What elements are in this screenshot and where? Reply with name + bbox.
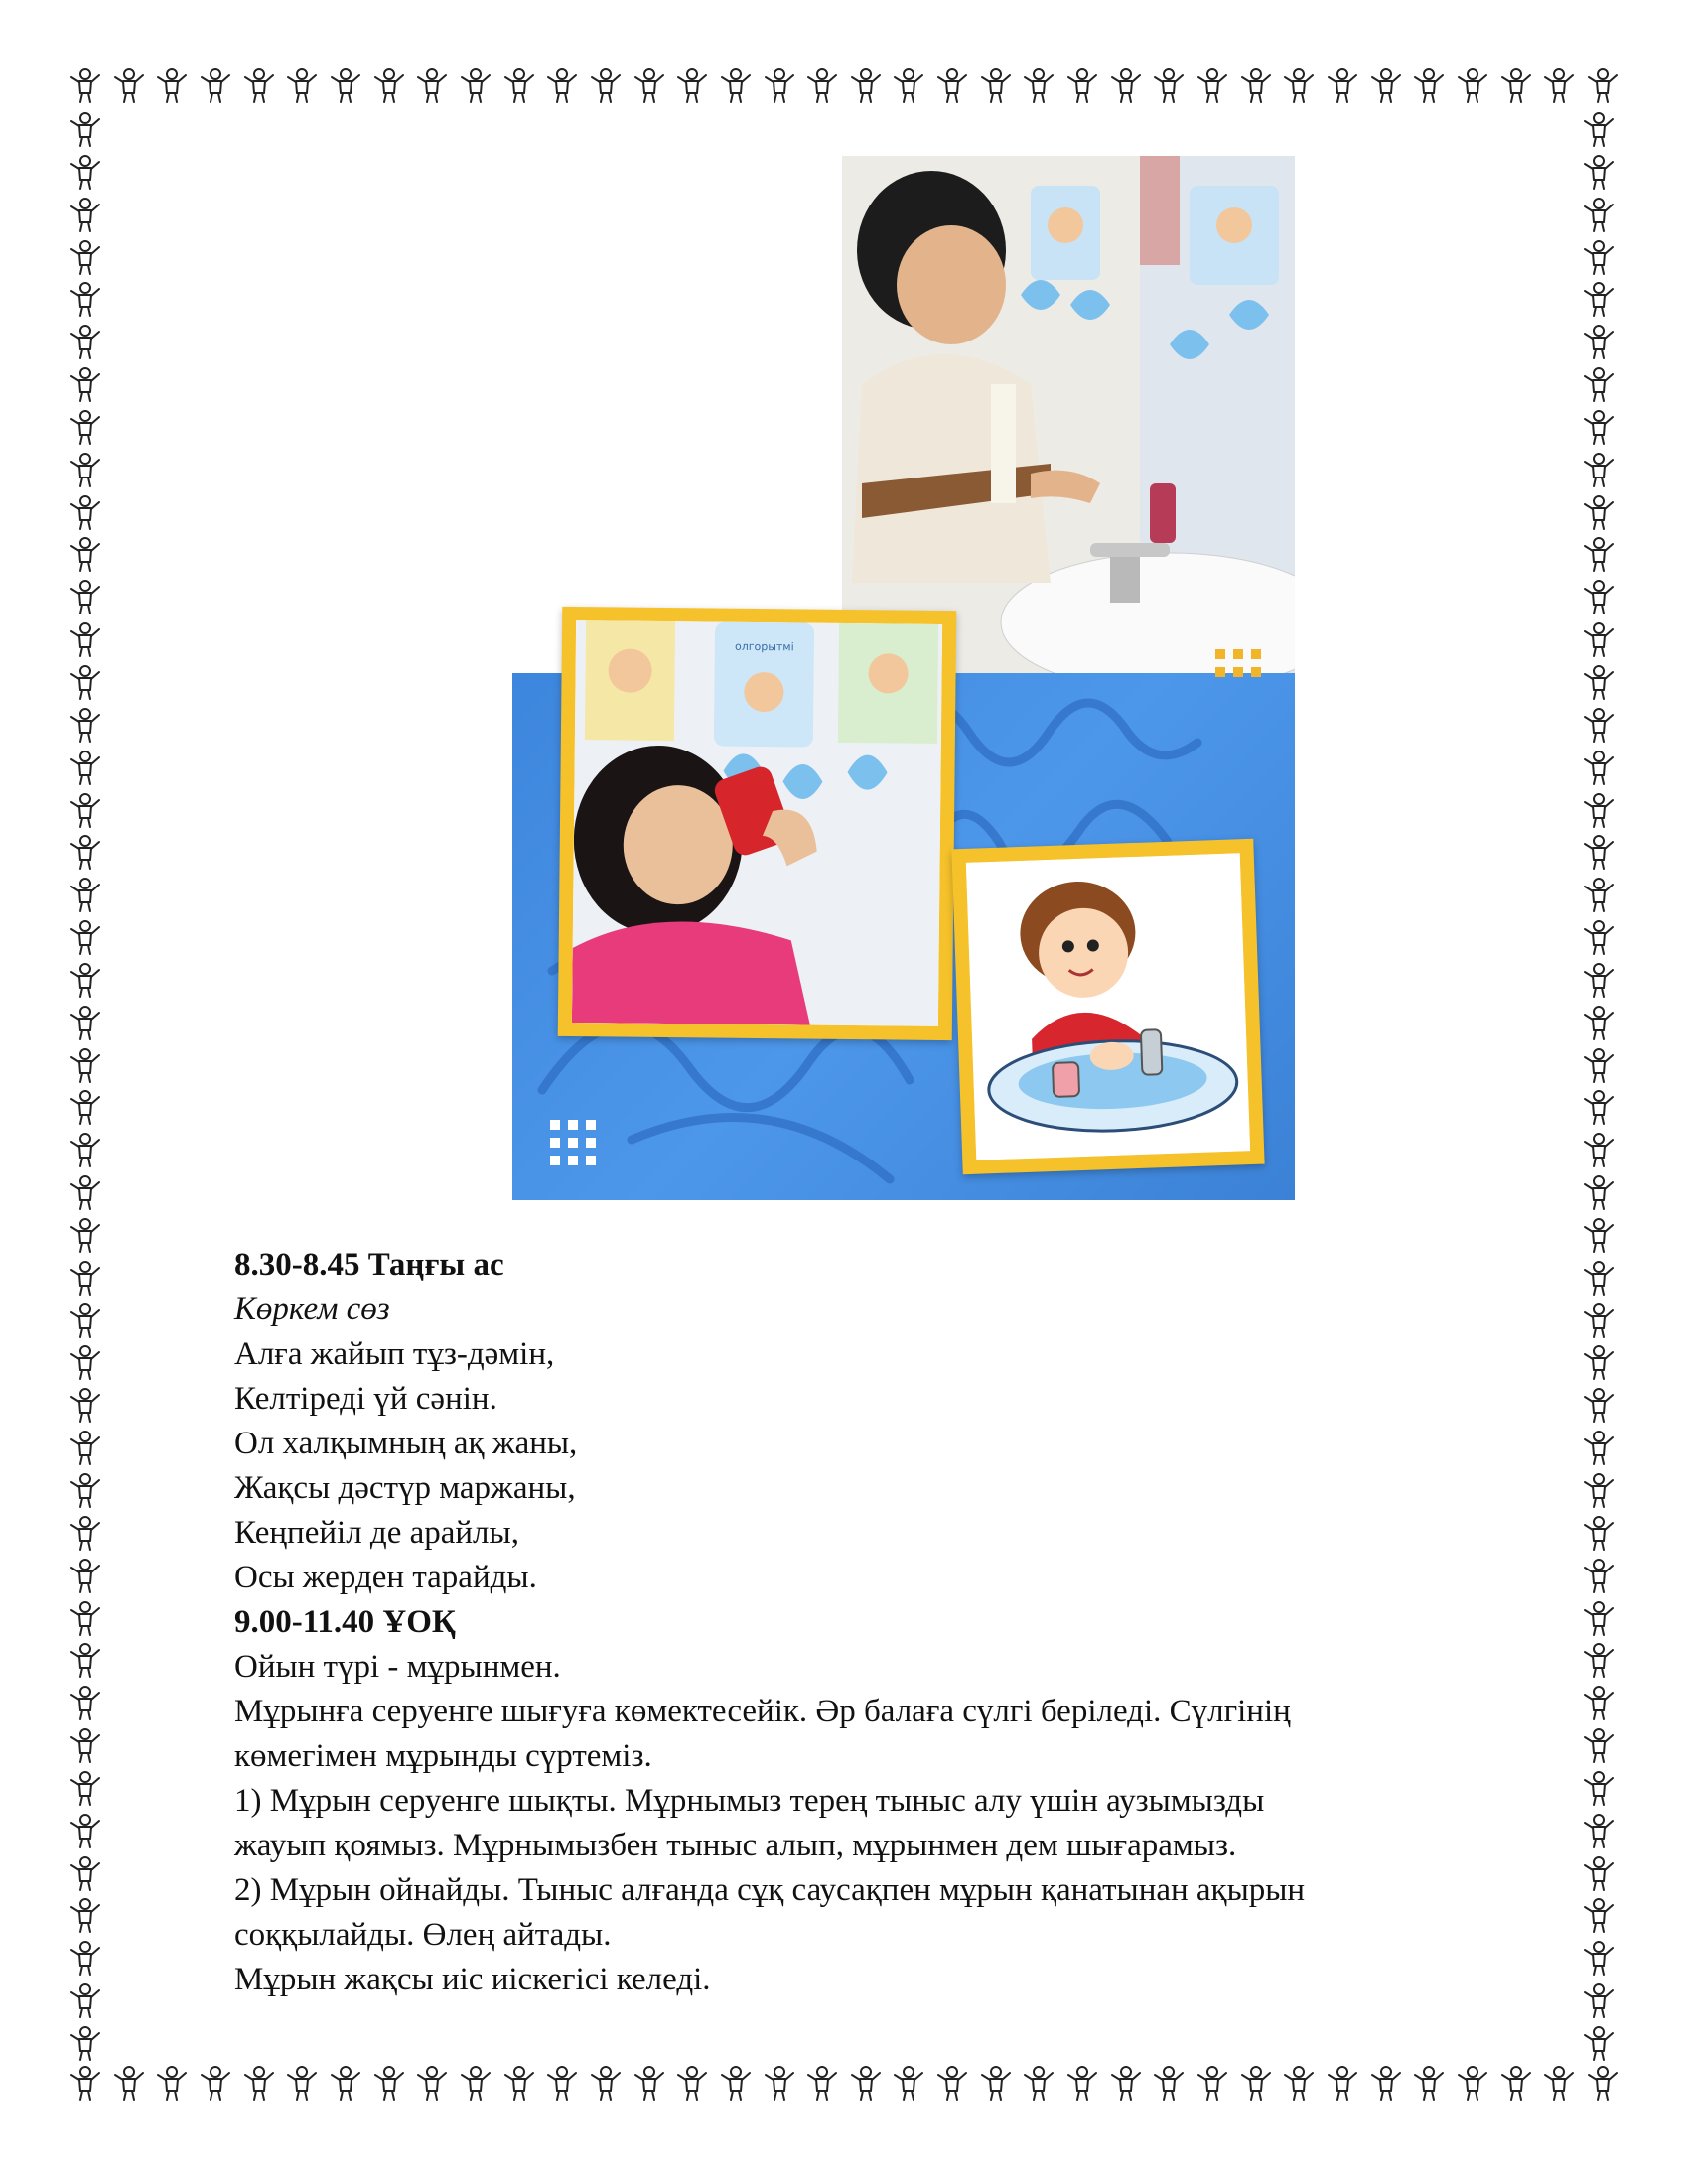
poem-line: Келтіреді үй сәнін. [234,1381,497,1417]
child-figure-icon [1323,2063,1362,2103]
child-figure-icon [412,2063,452,2103]
body-line: 1) Мұрын серуенге шықты. Мұрнымыз терең тыныс алу үшін аузымызды [234,1783,1265,1819]
child-figure-icon [889,2063,928,2103]
child-figure-icon [1579,832,1618,872]
child-figure-icon [66,832,105,872]
child-figure-icon [1019,2063,1058,2103]
child-figure-icon [760,2063,799,2103]
child-figure-icon [369,2063,409,2103]
child-figure-icon [1579,1003,1618,1042]
child-figure-icon [66,1342,105,1382]
child-figure-icon [196,2063,235,2103]
child-figure-icon [1579,1130,1618,1169]
child-figure-icon [369,66,409,105]
child-figure-icon [1579,1428,1618,1467]
child-figure-icon [66,450,105,489]
child-figure-icon [1579,1725,1618,1765]
page-border-bottom [66,2063,1622,2107]
child-figure-icon [1579,1683,1618,1722]
child-figure-icon [66,790,105,830]
body-line: Ойын түрі - мұрынмен. [234,1649,561,1685]
child-figure-icon [1579,960,1618,1000]
child-figure-icon [1453,2063,1492,2103]
body-line: 2) Мұрын ойнайды. Тыныс алғанда сұқ саусақпен мұрын қанатынан ақырын [234,1872,1306,1908]
child-figure-icon [66,1470,105,1510]
child-figure-icon [1409,2063,1449,2103]
child-figure-icon [1579,109,1618,149]
child-figure-icon [66,1258,105,1297]
photo-collage [512,156,1295,1200]
child-figure-icon [66,1045,105,1085]
child-figure-icon [456,2063,495,2103]
child-figure-icon [66,577,105,616]
child-figure-icon [1583,2063,1622,2103]
child-figure-icon [1579,322,1618,361]
child-figure-icon [1579,875,1618,914]
child-figure-icon [716,2063,756,2103]
child-figure-icon [889,66,928,105]
child-figure-icon [66,152,105,192]
child-figure-icon [760,66,799,105]
child-figure-icon [326,66,365,105]
child-figure-icon [66,1087,105,1127]
child-figure-icon [846,2063,886,2103]
section-heading-breakfast: 8.30-8.45 Таңғы ас [234,1247,504,1283]
child-figure-icon [1579,195,1618,234]
child-figure-icon [716,66,756,105]
body-line: Мұрынға серуенге шығуға көмектесейік. Әр балаға сүлгі беріледі. Сүлгінің [234,1694,1291,1729]
child-figure-icon [1323,66,1362,105]
child-figure-icon [932,66,972,105]
child-figure-icon [672,66,712,105]
child-figure-icon [282,2063,322,2103]
child-figure-icon [1579,1470,1618,1510]
child-figure-icon [499,2063,539,2103]
child-figure-icon [630,66,669,105]
child-figure-icon [932,2063,972,2103]
child-figure-icon [1496,66,1536,105]
body-line: соққылайды. Өлең айтады. [234,1917,612,1953]
child-figure-icon [1579,1513,1618,1553]
child-figure-icon [1193,66,1232,105]
child-figure-icon [66,1385,105,1425]
child-figure-icon [1453,66,1492,105]
child-figure-icon [66,364,105,404]
child-figure-icon [1579,1853,1618,1893]
child-figure-icon [66,492,105,532]
child-figure-icon [66,1300,105,1340]
child-figure-icon [66,1640,105,1680]
child-figure-icon [1579,917,1618,957]
cartoon-frame [951,839,1264,1174]
child-figure-icon [499,66,539,105]
child-figure-icon [1149,66,1189,105]
child-figure-icon [1579,1938,1618,1978]
child-figure-icon [66,662,105,702]
child-figure-icon [1062,66,1102,105]
child-figure-icon [1579,1045,1618,1085]
child-figure-icon [1279,66,1319,105]
child-figure-icon [1579,1087,1618,1127]
child-figure-icon [1579,2023,1618,2063]
child-figure-icon [1579,1385,1618,1425]
child-figure-icon [66,1938,105,1978]
child-figure-icon [66,705,105,745]
child-figure-icon [1106,2063,1146,2103]
poem-line: Осы жерден тарайды. [234,1560,537,1595]
body-line: жауып қоямыз. Мұрнымызбен тыныс алып, мұрынмен дем шығарамыз. [234,1828,1237,1863]
body-line: көмегімен мұрынды сүртеміз. [234,1738,652,1774]
child-figure-icon [976,2063,1016,2103]
child-figure-icon [66,1513,105,1553]
child-figure-icon [1579,790,1618,830]
child-figure-icon [66,875,105,914]
child-figure-icon [1236,66,1276,105]
poem-line: Ол халқымның ақ жаны, [234,1426,578,1461]
child-figure-icon [1579,1980,1618,2020]
child-figure-icon [1579,364,1618,404]
child-figure-icon [66,1683,105,1722]
child-figure-icon [542,2063,582,2103]
child-figure-icon [66,1130,105,1169]
child-figure-icon [1409,66,1449,105]
child-figure-icon [1019,66,1058,105]
child-figure-icon [66,917,105,957]
child-figure-icon [66,619,105,659]
child-figure-icon [1579,1215,1618,1255]
child-figure-icon [66,195,105,234]
poster-caption: олгорытмі [734,639,794,654]
child-figure-icon [66,2023,105,2063]
poem-line: Кеңпейіл де арайлы, [234,1515,519,1551]
child-figure-icon [66,1215,105,1255]
child-figure-icon [1579,1172,1618,1212]
child-figure-icon [66,1768,105,1808]
child-figure-icon [66,748,105,787]
child-figure-icon [152,66,192,105]
page-border-right [1579,109,1622,2063]
child-figure-icon [1106,66,1146,105]
child-figure-icon [1062,2063,1102,2103]
child-figure-icon [1583,66,1622,105]
child-figure-icon [1579,577,1618,616]
child-figure-icon [1539,66,1579,105]
child-figure-icon [1279,2063,1319,2103]
decor-dots-white [550,1120,596,1165]
child-figure-icon [802,66,842,105]
child-figure-icon [1579,279,1618,319]
child-figure-icon [239,2063,279,2103]
child-figure-icon [586,66,626,105]
child-figure-icon [1579,492,1618,532]
child-figure-icon [66,1428,105,1467]
child-figure-icon [66,1895,105,1935]
child-figure-icon [1579,1768,1618,1808]
child-figure-icon [630,2063,669,2103]
child-figure-icon [1579,1258,1618,1297]
child-figure-icon [1579,1556,1618,1595]
child-figure-icon [1579,705,1618,745]
decor-dots-yellow [1215,649,1261,677]
child-figure-icon [66,1725,105,1765]
child-figure-icon [412,66,452,105]
page-border-left [66,109,109,2063]
child-figure-icon [66,1556,105,1595]
child-figure-icon [66,66,105,105]
child-figure-icon [976,66,1016,105]
section-subheading-poem: Көркем сөз [234,1292,390,1327]
child-figure-icon [66,237,105,277]
child-figure-icon [152,2063,192,2103]
child-figure-icon [1579,748,1618,787]
child-figure-icon [1579,1811,1618,1850]
page-border-top [66,66,1622,109]
child-figure-icon [1579,619,1618,659]
child-figure-icon [66,960,105,1000]
child-figure-icon [109,66,149,105]
child-figure-icon [1236,2063,1276,2103]
child-figure-icon [282,66,322,105]
child-figure-icon [239,66,279,105]
child-figure-icon [542,66,582,105]
child-figure-icon [66,407,105,447]
child-figure-icon [672,2063,712,2103]
child-figure-icon [326,2063,365,2103]
child-figure-icon [1579,534,1618,574]
child-figure-icon [66,109,105,149]
child-figure-icon [109,2063,149,2103]
child-figure-icon [1579,152,1618,192]
child-figure-icon [1579,662,1618,702]
child-figure-icon [1579,1300,1618,1340]
child-figure-icon [1579,1598,1618,1638]
child-figure-icon [66,1598,105,1638]
child-figure-icon [66,1811,105,1850]
child-figure-icon [1579,1342,1618,1382]
child-figure-icon [1539,2063,1579,2103]
section-heading-activity: 9.00-11.40 ҰОҚ [234,1604,456,1640]
child-figure-icon [66,1003,105,1042]
child-figure-icon [1193,2063,1232,2103]
cartoon-boy-washing [966,853,1250,1160]
child-figure-icon [1366,66,1406,105]
child-figure-icon [1496,2063,1536,2103]
photo-girl-drinking [572,620,942,1026]
child-figure-icon [846,66,886,105]
child-figure-icon [456,66,495,105]
child-figure-icon [196,66,235,105]
child-figure-icon [1579,407,1618,447]
child-figure-icon [66,1980,105,2020]
photo-frame-girl [558,607,957,1040]
poem-line: Жақсы дәстүр маржаны, [234,1470,576,1506]
child-figure-icon [1579,1640,1618,1680]
child-figure-icon [1366,2063,1406,2103]
child-figure-icon [1579,237,1618,277]
child-figure-icon [66,2063,105,2103]
poem-line: Алға жайып тұз-дәмін, [234,1336,555,1372]
child-figure-icon [66,279,105,319]
document-body [234,1243,1525,2002]
child-figure-icon [586,2063,626,2103]
child-figure-icon [1149,2063,1189,2103]
child-figure-icon [802,2063,842,2103]
child-figure-icon [66,1853,105,1893]
child-figure-icon [1579,450,1618,489]
child-figure-icon [66,1172,105,1212]
child-figure-icon [1579,1895,1618,1935]
child-figure-icon [66,534,105,574]
photo-boy-washing-hands [842,156,1295,677]
child-figure-icon [66,322,105,361]
body-line: Мұрын жақсы иіс иіскегісі келеді. [234,1962,711,1997]
